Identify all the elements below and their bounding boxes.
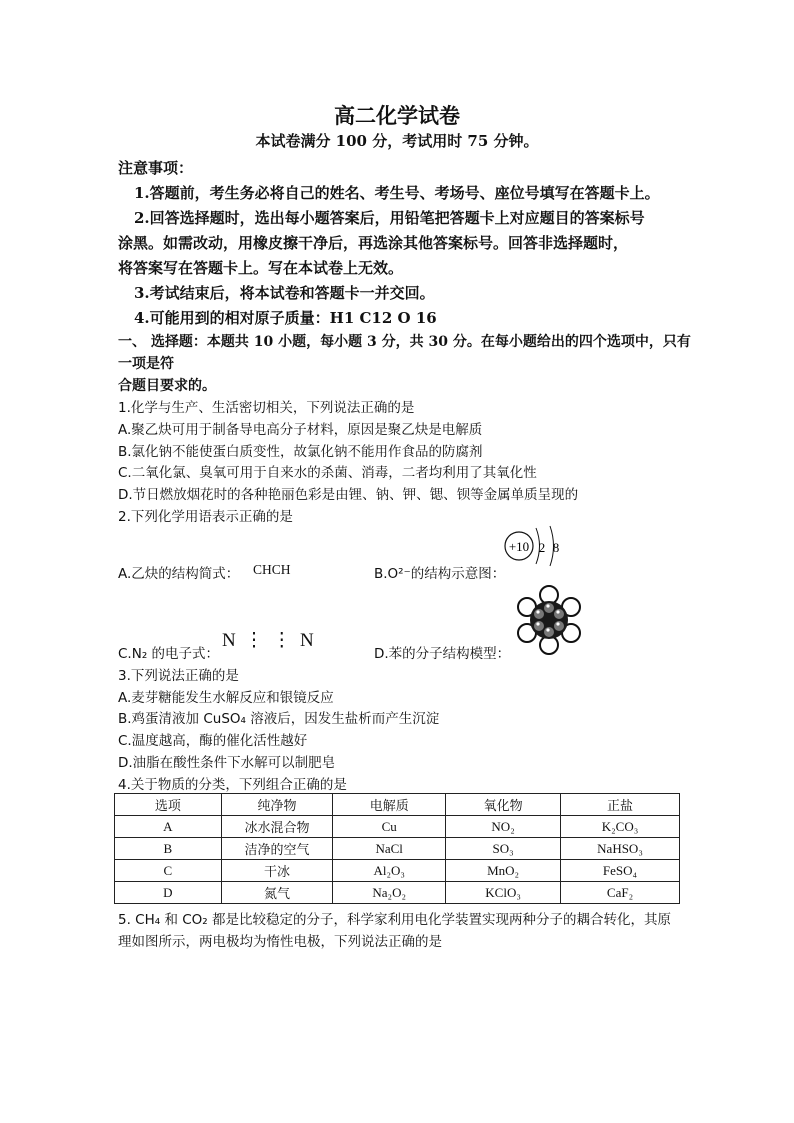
table-cell: MnO₂	[446, 860, 561, 882]
table-cell: 冰水混合物	[221, 816, 333, 838]
table-cell: 氮气	[221, 882, 333, 904]
section-heading-cont: 一项是符	[118, 356, 174, 372]
table-header: 选项	[115, 794, 222, 816]
question-2-option-d-label: D.苯的分子结构模型：	[374, 646, 511, 662]
table-header: 电解质	[333, 794, 446, 816]
table-cell: NaCl	[333, 838, 446, 860]
table-cell: SO₃	[446, 838, 561, 860]
table-row	[115, 860, 680, 882]
question-1-option-b: B.氯化钠不能使蛋白质变性，故氯化钠不能用作食品的防腐剂	[118, 444, 483, 460]
table-header: 纯净物	[221, 794, 333, 816]
table-cell: KClO₃	[446, 882, 561, 904]
question-2-option-a-value: CHCH	[253, 562, 291, 577]
question-3-option-b: B.鸡蛋清液加 CuSO₄ 溶液后，因发生盐析而产生沉淀	[118, 711, 440, 727]
note-item: 1.答题前，考生务必将自己的姓名、考生号、考场号、座位号填写在答题卡上。	[134, 184, 660, 202]
question-2-option-b-label: B.O²⁻的结构示意图：	[374, 566, 506, 582]
section-heading: 一、 选择题：本题共 10 小题，每小题 3 分，共 30 分。在每小题给出的四个选项中，只有	[118, 334, 691, 350]
table-row	[115, 816, 680, 838]
notes-heading: 注意事项：	[118, 159, 194, 177]
n2-electron-formula: N ⋮ ⋮ N	[222, 630, 316, 651]
page-title: 高二化学试卷	[334, 103, 460, 128]
shell-2-electrons: 8	[552, 540, 560, 555]
table-cell: FeSO₄	[561, 860, 680, 882]
question-3-option-c: C.温度越高，酶的催化活性越好	[118, 733, 308, 749]
question-2-option-a-label: A.乙炔的结构简式：	[118, 566, 240, 582]
table-cell: NO₂	[446, 816, 561, 838]
question-1-option-c: C.二氧化氯、臭氧可用于自来水的杀菌、消毒，二者均利用了其氧化性	[118, 465, 537, 481]
table-row	[115, 882, 680, 904]
o2-ion-structure-diagram	[502, 522, 572, 568]
section-heading-cont: 合题目要求的。	[118, 378, 216, 394]
question-5-stem: 5. CH₄ 和 CO₂ 都是比较稳定的分子，科学家利用电化学装置实现两种分子的耦合转化，其原	[118, 912, 671, 928]
classification-table	[114, 793, 680, 904]
benzene-ball-model-image	[513, 584, 585, 656]
question-4-stem: 4.关于物质的分类，下列组合正确的是	[118, 777, 347, 793]
table-header-row	[115, 794, 680, 816]
question-2-stem: 2.下列化学用语表示正确的是	[118, 509, 293, 525]
note-item: 2.回答选择题时，选出每小题答案后，用铅笔把答题卡上对应题目的答案标号	[134, 209, 645, 227]
question-1-option-a: A.聚乙炔可用于制备导电高分子材料，原因是聚乙炔是电解质	[118, 422, 483, 438]
question-5-stem-cont: 理如图所示，两电极均为惰性电极，下列说法正确的是	[118, 934, 442, 950]
table-cell: C	[115, 860, 222, 882]
table-cell: Na₂O₂	[333, 882, 446, 904]
note-item: 将答案写在答题卡上。写在本试卷上无效。	[118, 259, 404, 277]
table-cell: K₂CO₃	[561, 816, 680, 838]
table-cell: Cu	[333, 816, 446, 838]
question-3-stem: 3.下列说法正确的是	[118, 668, 239, 684]
shell-1-electrons: 2	[538, 540, 546, 555]
table-cell: NaHSO₃	[561, 838, 680, 860]
table-header: 正盐	[561, 794, 680, 816]
table-cell: 洁净的空气	[221, 838, 333, 860]
question-2-option-c-label: C.N₂ 的电子式：	[118, 646, 220, 662]
table-cell: A	[115, 816, 222, 838]
question-3-option-d: D.油脂在酸性条件下水解可以制肥皂	[118, 755, 336, 771]
question-1-option-d: D.节日燃放烟花时的各种艳丽色彩是由锂、钠、钾、锶、钡等金属单质呈现的	[118, 487, 579, 503]
question-3-option-a: A.麦芽糖能发生水解反应和银镜反应	[118, 690, 334, 706]
note-item: 3.考试结束后，将本试卷和答题卡一并交回。	[134, 284, 435, 302]
question-1-stem: 1.化学与生产、生活密切相关，下列说法正确的是	[118, 400, 415, 416]
nucleus-charge: +10	[508, 539, 530, 554]
table-header: 氧化物	[446, 794, 561, 816]
table-row	[115, 838, 680, 860]
note-item: 4.可能用到的相对原子质量：H1 C12 O 16	[134, 309, 437, 327]
page-subtitle: 本试卷满分 100 分，考试用时 75 分钟。	[255, 132, 539, 150]
note-item: 涂黑。如需改动，用橡皮擦干净后，再选涂其他答案标号。回答非选择题时，	[118, 234, 629, 252]
table-cell: B	[115, 838, 222, 860]
table-cell: CaF₂	[561, 882, 680, 904]
table-cell: 干冰	[221, 860, 333, 882]
table-cell: Al₂O₃	[333, 860, 446, 882]
table-cell: D	[115, 882, 222, 904]
